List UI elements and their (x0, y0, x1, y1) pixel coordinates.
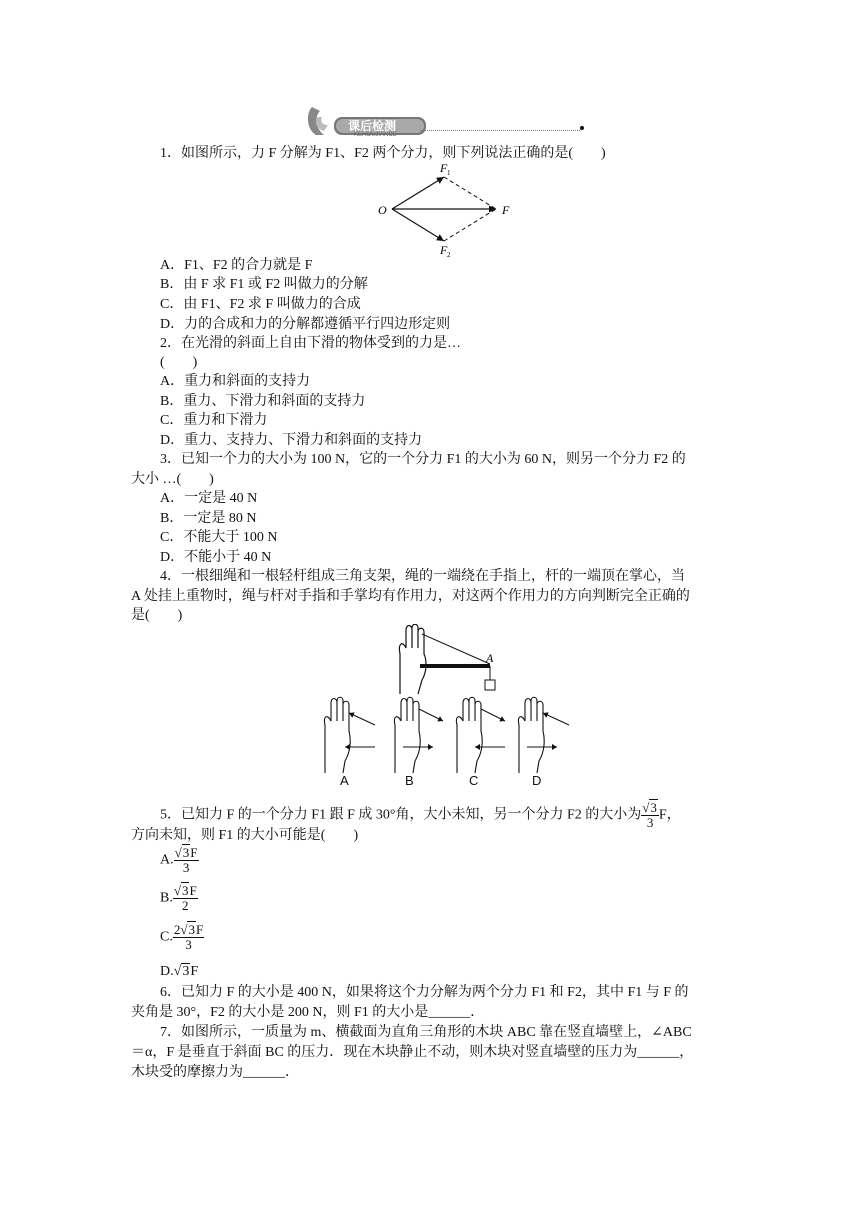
q5-option-d: D.√3F (160, 964, 199, 979)
q2-stem-paren: ( ) (160, 355, 198, 370)
q5-line1-text: 5．已知力 F 的一个分力 F1 跟 F 成 30°角，大小未知，另一个分力 F2 的大小为 (160, 807, 642, 823)
label-o: O (378, 203, 387, 217)
q1-option-b: B．由 F 求 F1 或 F2 叫做力的分解 (160, 277, 368, 292)
q3-option-a: A．一定是 40 N (160, 491, 258, 506)
q4-figure-label-a: A (486, 651, 494, 665)
label-f: F (502, 203, 510, 217)
q5-fraction: $\frac{√3}{3}$ (642, 800, 657, 830)
q3-option-d: D．不能小于 40 N (160, 550, 272, 565)
header-dot (580, 126, 584, 130)
q1-option-c: C．由 F1、F2 求 F 叫做力的合成 (160, 297, 361, 312)
q5-line1 (160, 801, 681, 830)
q6-line1: 6．已知力 F 的大小是 400 N，如果将这个力分解为两个分力 F1 和 F2，其中 F1 与 F 的 (160, 985, 689, 1000)
q3-line1: 3．已知一个力的大小为 100 N，它的一个分力 F1 的大小为 60 N，则另一个分力 F2 的 (160, 452, 686, 467)
q5-option-b: B. $\frac{√3F}{2}$ (160, 883, 197, 913)
q2-option-b: B．重力、下滑力和斜面的支持力 (160, 394, 366, 409)
label-f2-sub: 2 (447, 251, 451, 259)
q5-option-a: A. $\frac{√3F}{3}$ (160, 845, 198, 875)
q1-option-a: A．F1、F2 的合力就是 F (160, 258, 313, 273)
label-f1: F (440, 161, 448, 175)
q3-option-b: B．一定是 80 N (160, 511, 257, 526)
q2-stem: 2．在光滑的斜面上自由下滑的物体受到的力是… (160, 336, 461, 351)
q7-line3: 木块受的摩擦力为______． (131, 1065, 299, 1080)
q4-choice-label-c: C (469, 773, 479, 788)
sqrt-sign: √ (642, 800, 650, 815)
label-f1-sub: 1 (447, 169, 451, 177)
q1-option-d: D．力的合成和力的分解都遵循平行四边形定则 (160, 317, 451, 332)
q4-line3: 是( ) (131, 608, 183, 623)
q4-choice-label-b: B (405, 773, 414, 788)
q3-option-c: C．不能大于 100 N (160, 530, 278, 545)
q4-choices-figure (315, 695, 585, 775)
q4-line1: 4．一根细绳和一根轻杆组成三角支架，绳的一端绕在手指上，杆的一端顶在掌心，当 (160, 569, 685, 584)
q4-choice-label-d: D (532, 773, 542, 788)
label-f2: F (440, 243, 448, 257)
header-subtitle: KEHOUJIANCE (354, 132, 397, 138)
q7-line1: 7．如图所示，一质量为 m、横截面为直角三角形的木块 ABC 靠在竖直墙壁上，∠ABC (160, 1025, 692, 1040)
q5-line2: 方向未知，则 F1 的大小可能是( ) (131, 828, 359, 843)
q5-line1-tail: F， (658, 807, 681, 823)
header-title: 课后检测 (348, 119, 397, 133)
q1-stem: 1．如图所示，力 F 分解为 F1、F2 两个分力，则下列说法正确的是( ) (160, 146, 606, 161)
section-header-logo (304, 103, 430, 143)
q6-line2: 夹角是 30°，F2 的大小是 200 N，则 F1 的大小是______． (131, 1005, 485, 1020)
q4-line2: A 处挂上重物时，绳与杆对手指和手掌均有作用力，对这两个作用力的方向判断完全正确的 (131, 589, 690, 604)
header-divider (420, 130, 580, 131)
q3-line2: 大小 …( ) (131, 472, 214, 487)
q1-force-diagram (370, 160, 520, 260)
q5-option-c: C. $\frac{2√3F}{3}$ (160, 922, 204, 952)
q4-choice-label-a: A (340, 773, 349, 788)
q4-bracket-figure (390, 624, 510, 696)
q2-option-d: D．重力、支持力、下滑力和斜面的支持力 (160, 433, 423, 448)
q7-line2: ＝α，F 是垂直于斜面 BC 的压力．现在木块静止不动，则木块对竖直墙壁的压力为______， (131, 1045, 694, 1060)
q2-option-c: C．重力和下滑力 (160, 413, 268, 428)
q2-option-a: A．重力和斜面的支持力 (160, 374, 311, 389)
